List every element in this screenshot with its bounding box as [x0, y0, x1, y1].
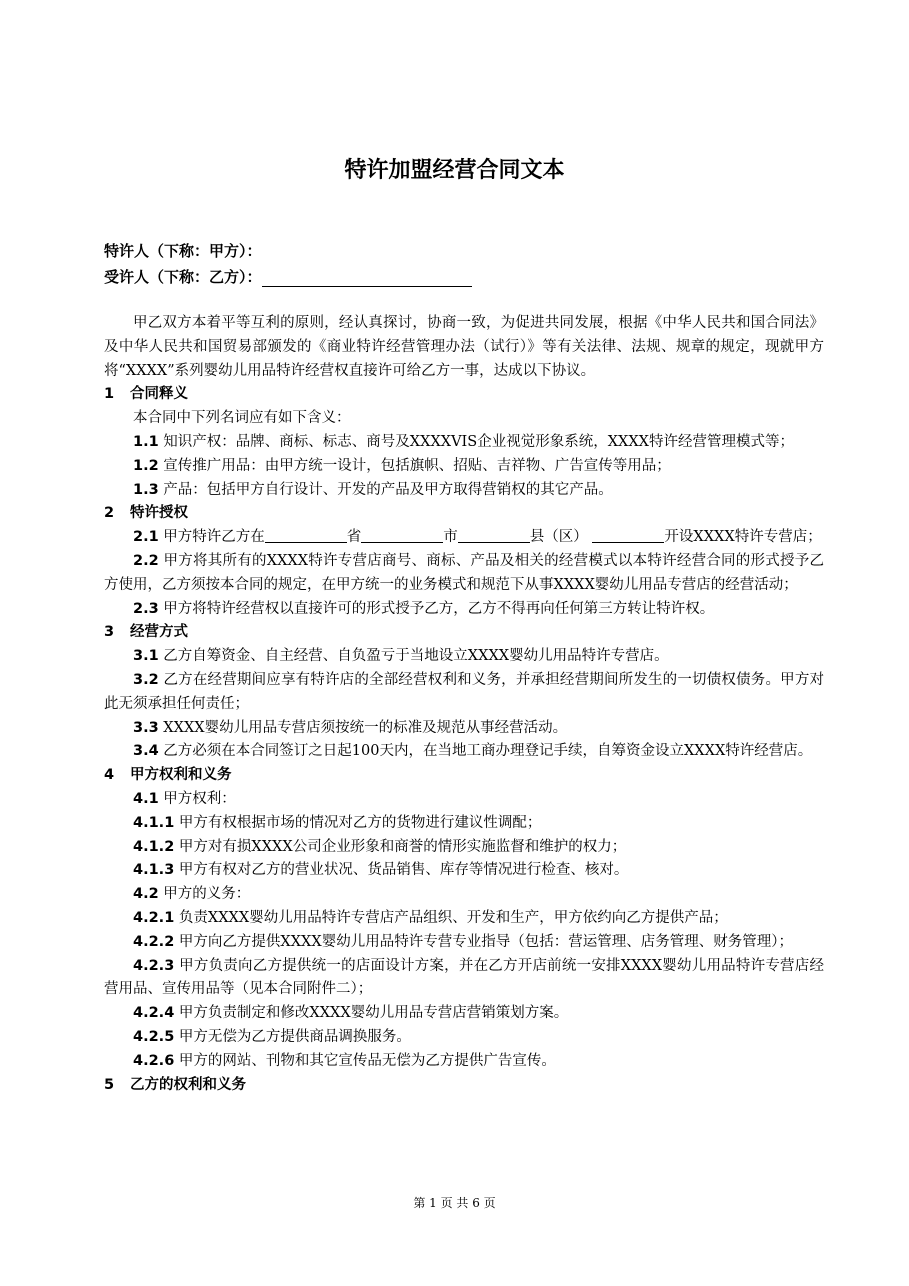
section-title: 经营方式: [130, 624, 188, 641]
clause-number: 4.2.6: [133, 1052, 175, 1069]
clause-4-1-3: [104, 859, 824, 883]
clause-4-1-2: [104, 836, 824, 860]
clause-text: XXXX婴幼儿用品专营店须按统一的标准及规范从事经营活动。: [163, 719, 568, 736]
section-title: 特许授权: [130, 505, 188, 522]
document-title: 特许加盟经营合同文本: [344, 158, 565, 183]
clause-text: 甲方有权对乙方的营业状况、货品销售、库存等情况进行检查、核对。: [178, 862, 629, 879]
clause-number: 1.2: [133, 457, 159, 474]
clause-4-2-4: [104, 1002, 824, 1026]
clause-text: 知识产权：品牌、商标、标志、商号及XXXXVIS企业视觉形象系统，XXXX特许经营管理模式等；: [163, 433, 795, 450]
clause-3-4: [104, 740, 824, 764]
party-b-line: [104, 266, 472, 287]
clause-4-2-6: [104, 1050, 824, 1074]
province-blank: [265, 526, 347, 543]
clause-text: 宣传推广用品：由甲方统一设计，包括旗帜、招贴、吉祥物、广告宣传等用品；: [163, 457, 671, 474]
clause-3-2: [104, 669, 824, 717]
clause-text: 负责XXXX婴幼儿用品特许专营店产品组织、开发和生产，甲方依约向乙方提供产品；: [178, 909, 728, 926]
clause-2-1: [104, 526, 824, 550]
clause-number: 2.2: [133, 552, 159, 569]
clause-1-3: [104, 479, 824, 503]
clause-2-2: [104, 550, 824, 598]
clause-4-1-1: [104, 812, 824, 836]
party-a-label: 特许人（下称：甲方）：: [104, 242, 262, 260]
section-5-heading: [104, 1074, 824, 1098]
clause-number: 4.1.2: [133, 838, 175, 855]
clause-2-3: [104, 598, 824, 622]
clause-number: 4.2.5: [133, 1028, 175, 1045]
clause-text: 产品：包括甲方自行设计、开发的产品及甲方取得营销权的其它产品。: [163, 481, 613, 498]
clause-text: 省: [346, 529, 362, 546]
section-number: 5: [104, 1076, 115, 1093]
section-title: 合同释义: [130, 386, 188, 403]
clause-text: 甲方向乙方提供XXXX婴幼儿用品特许专营专业指导（包括：营运管理、店务管理、财务管理）；: [178, 933, 793, 950]
clause-text: 乙方自筹资金、自主经营、自负盈亏于当地设立XXXX婴幼儿用品特许专营店。: [163, 648, 669, 665]
city-blank: [361, 526, 443, 543]
clause-text: 甲方权利：: [163, 790, 236, 807]
clause-text: 甲方对有损XXXX公司企业形象和商誉的情形实施监督和维护的权力；: [178, 838, 627, 855]
section-4-heading: [104, 764, 824, 788]
clause-text: 甲方负责向乙方提供统一的店面设计方案，并在乙方开店前统一安排XXXX婴幼儿用品特许专营店经营用品、宣传用品等（见本合同附件二）；: [104, 957, 825, 998]
section-3-heading: [104, 621, 824, 645]
clause-1-2: [104, 455, 824, 479]
clause-number: 1.1: [133, 433, 159, 450]
clause-text: 市: [443, 529, 458, 546]
section-title: 甲方权利和义务: [130, 767, 232, 784]
section-title: 乙方的权利和义务: [130, 1076, 246, 1093]
clause-number: 4.1: [133, 790, 159, 807]
section-2-heading: [104, 502, 824, 526]
clause-text: 甲方有权根据市场的情况对乙方的货物进行建议性调配；: [178, 814, 542, 831]
section-number: 2: [104, 505, 115, 522]
clause-text: 甲方的网站、刊物和其它宣传品无偿为乙方提供广告宣传。: [178, 1052, 556, 1069]
clause-1-1: [104, 431, 824, 455]
clause-number: 4.2.4: [133, 1005, 175, 1022]
clause-number: 3.1: [133, 648, 159, 665]
clause-text: 甲方负责制定和修改XXXX婴幼儿用品专营店营销策划方案。: [178, 1005, 569, 1022]
clause-number: 4.2.1: [133, 909, 175, 926]
clause-number: 3.2: [133, 671, 159, 688]
clause-number: 4.2: [133, 886, 159, 903]
clause-text: 乙方必须在本合同签订之日起100天内，在当地工商办理登记手续，自筹资金设立XXXX特许经营店。: [163, 743, 813, 760]
clause-4-2-2: [104, 931, 824, 955]
clause-text: 甲方将特许经营权以直接许可的形式授予乙方，乙方不得再向任何第三方转让特许权。: [163, 600, 715, 617]
clause-3-1: [104, 645, 824, 669]
clause-text: 甲方将其所有的XXXX特许专营店商号、商标、产品及相关的经营模式以本特许经营合同的形式授予乙方使用，乙方须按本合同的规定，在甲方统一的业务模式和规范下从事XXXX婴幼儿用品专营店的经营活动；: [104, 552, 824, 593]
clause-4-2-5: [104, 1026, 824, 1050]
clause-text: 县（区）: [529, 529, 588, 546]
location-blank: [592, 526, 664, 543]
clause-number: 4.1.3: [133, 862, 175, 879]
clause-number: 3.3: [133, 719, 159, 736]
section-number: 4: [104, 767, 115, 784]
contract-body: [104, 312, 824, 1097]
clause-number: 2.1: [133, 529, 159, 546]
party-a-line: [104, 240, 262, 261]
section-1-intro: 本合同中下列名词应有如下含义：: [133, 410, 351, 427]
clause-4-2-3: [104, 955, 824, 1003]
clause-number: 4.1.1: [133, 814, 175, 831]
clause-text: 甲方的义务：: [163, 886, 251, 903]
clause-text: 乙方在经营期间应享有特许店的全部经营权利和义务，并承担经营期间所发生的一切债权债务。甲方对此无须承担任何责任；: [104, 671, 825, 712]
clause-number: 2.3: [133, 600, 159, 617]
clause-text: 甲方特许乙方在: [163, 529, 265, 546]
party-b-label: 受许人（下称：乙方）：: [104, 268, 262, 286]
clause-number: 4.2.2: [133, 933, 175, 950]
county-blank: [458, 526, 530, 543]
section-number: 1: [104, 386, 115, 403]
section-number: 3: [104, 624, 115, 641]
clause-number: 3.4: [133, 743, 159, 760]
clause-number: 1.3: [133, 481, 159, 498]
page-footer: 第 1 页 共 6 页: [413, 1196, 496, 1210]
section-1-heading: [104, 383, 824, 407]
clause-4-2: [104, 883, 824, 907]
clause-4-2-1: [104, 907, 824, 931]
clause-3-3: [104, 717, 824, 741]
party-b-blank: [262, 270, 472, 287]
preamble: 甲乙双方本着平等互利的原则，经认真探讨，协商一致，为促进共同发展，根据《中华人民共和国合同法》及中华人民共和国贸易部颁发的《商业特许经营管理办法（试行）》等有关法律、法规、规章的规定，现就甲方将“XXXX”系列婴幼儿用品特许经营权直接许可给乙方一事，达成以下协议。: [104, 315, 824, 379]
clause-4-1: [104, 788, 824, 812]
clause-number: 4.2.3: [133, 957, 175, 974]
clause-text: 甲方无偿为乙方提供商品调换服务。: [178, 1028, 411, 1045]
clause-text: 开设XXXX特许专营店；: [664, 529, 822, 546]
